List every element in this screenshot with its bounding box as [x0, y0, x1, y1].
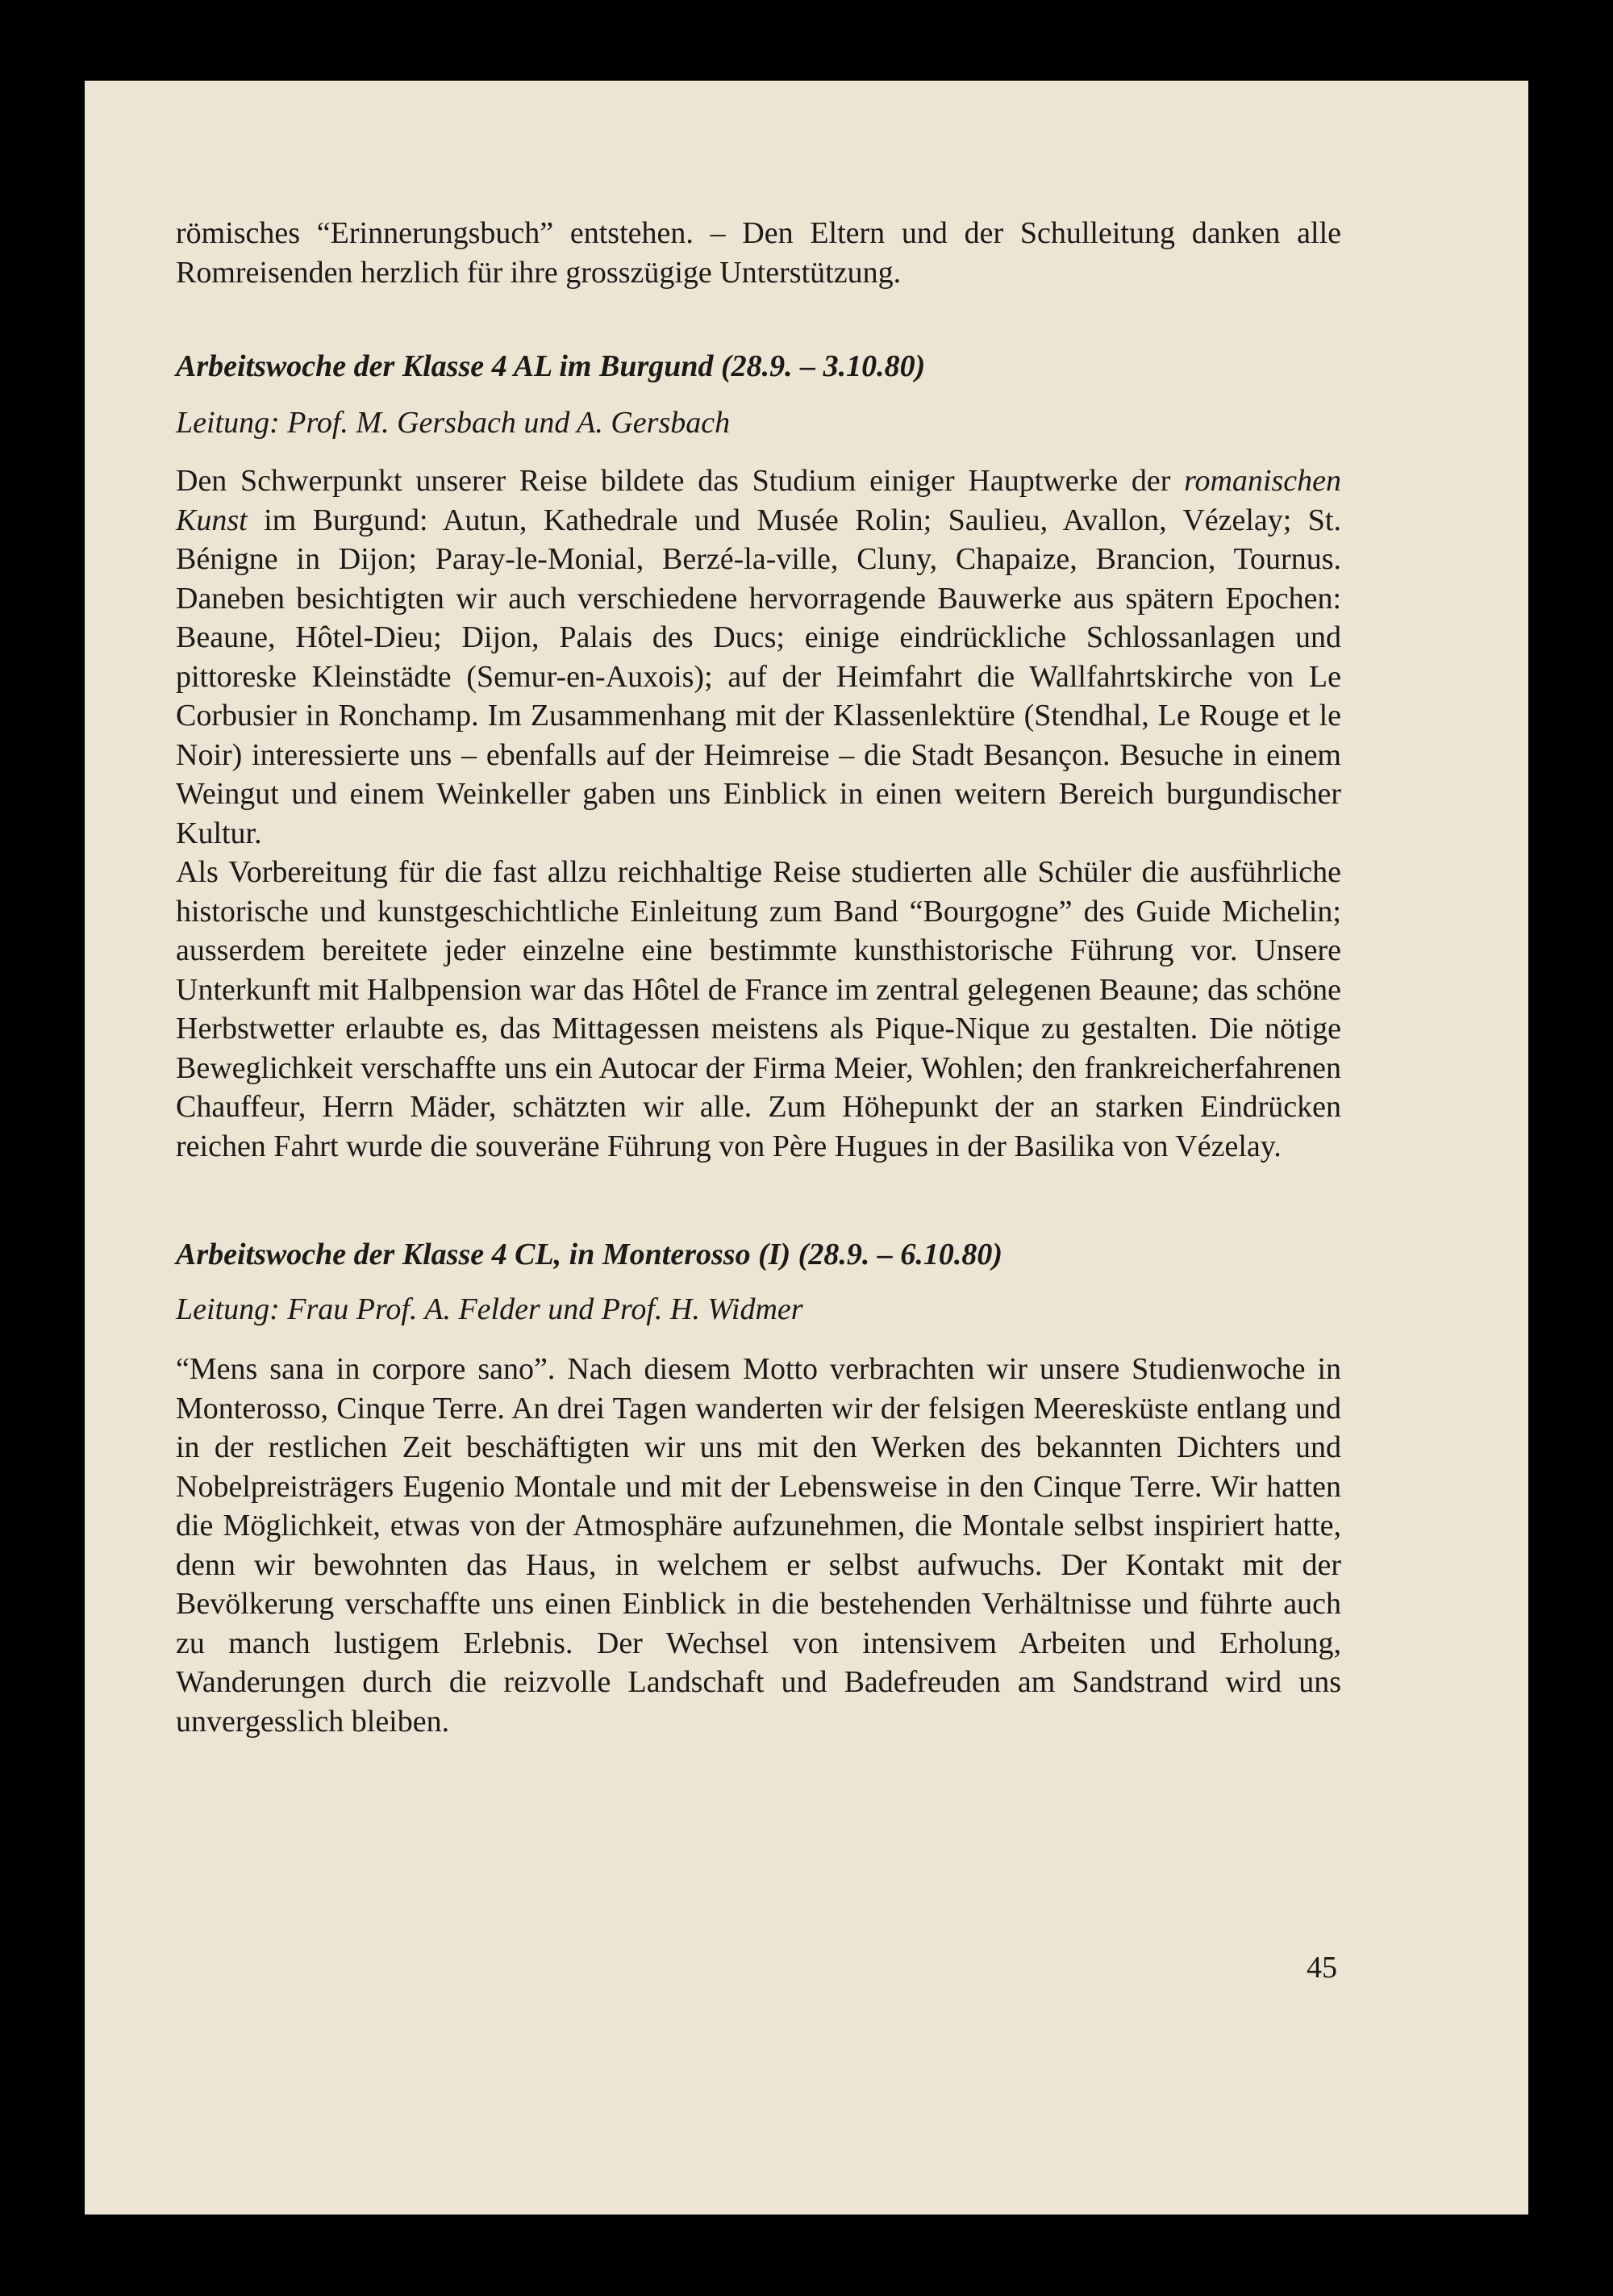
section-1-leitung: Leitung: Prof. M. Gersbach und A. Gersbach — [176, 406, 731, 440]
section-2-paragraph-1: “Mens sana in corpore sano”. Nach diesem Motto verbrachten wir unsere Studienwoche in Monterosso, Cinque Terre. An drei Tagen wanderten wir der felsigen Meeresküste entlang und in der restlichen Zeit beschäftigten wir uns mit den Werken des bekannten Dichters und Nobelpreisträgers Eugenio Montale und mit der Lebensweise in den Cinque Terre. Wir hatten die Möglichkeit, etwas von der Atmosphäre aufzunehmen, die Montale selbst inspiriert hatte, denn wir bewohnten das Haus, in welchem er selbst aufwuchs. Der Kontakt mit der Bevölkerung verschaffte uns einen Einblick in die bestehenden Verhältnisse und führte auch zu manch lustigem Erlebnis. Der Wechsel von intensivem Arbeiten und Erholung, Wanderungen durch die reizvolle Landschaft und Badefreuden am Sandstrand wird uns unvergesslich bleiben. — [176, 1352, 1341, 1739]
section-1-paragraph-2: Als Vorbereitung für die fast allzu reichhaltige Reise studierten alle Schüler die ausführliche historische und kunstgeschichtliche Einleitung zum Band “Bourgogne” des Guide Michelin; ausserdem bereitete jeder einzelne eine bestimmte kunsthistorische Führung vor. Unsere Unterkunft mit Halbpension war das Hôtel de France im zentral gelegenen Beaune; das schöne Herbstwetter erlaubte es, das Mittagessen meistens als Pique-Nique zu gestalten. Die nötige Beweglichkeit verschaffte uns ein Autocar der Firma Meier, Wohlen; den frankreicherfahrenen Chauffeur, Herrn Mäder, schätzten wir alle. Zum Höhepunkt der an starken Eindrücken reichen Fahrt wurde die souveräne Führung von Père Hugues in der Basilika von Vézelay. — [176, 855, 1341, 1163]
section-1-p1-emphasis: romanischen Kunst — [176, 464, 1341, 537]
section-2-title: Arbeitswoche der Klasse 4 CL, in Monterosso (I) (28.9. – 6.10.80) — [176, 1238, 1002, 1271]
section-1-paragraph-1 — [176, 461, 1341, 853]
document-page — [85, 81, 1528, 2215]
page-number: 45 — [1307, 1951, 1337, 1985]
section-1-p1-rest: im Burgund: Autun, Kathedrale und Musée Rolin; Saulieu, Avallon, Vézelay; St. Bénigne in Dijon; Paray-le-Monial, Berzé-la-ville, Cluny, Chapaize, Brancion, Tournus. Daneben besichtigten wir auch verschiedene hervorragende Bauwerke aus spätern Epochen: Beaune, Hôtel-Dieu; Dijon, Palais des Ducs; einige eindrückliche Schlossanlagen und pittoreske Kleinstädte (Semur-en-Auxois); auf der Heimfahrt die Wallfahrtskirche von Le Corbusier in Ronchamp. Im Zusammenhang mit der Klassenlektüre (Stendhal, Le Rouge et le Noir) interessierte uns – ebenfalls auf der Heimreise – die Stadt Besançon. Besuche in einem Weingut und einem Weinkeller gaben uns Einblick in einen weitern Bereich burgundischer Kultur. — [176, 503, 1341, 850]
section-1-title: Arbeitswoche der Klasse 4 AL im Burgund (28.9. – 3.10.80) — [176, 349, 926, 383]
page-content — [176, 214, 1341, 1741]
section-2-leitung: Leitung: Frau Prof. A. Felder und Prof. H. Widmer — [176, 1292, 803, 1326]
section-1-p1-start: Den Schwerpunkt unserer Reise bildete das Studium einiger Hauptwerke der — [176, 464, 1185, 498]
intro-paragraph: römisches “Erinnerungsbuch” entstehen. – Den Eltern und der Schulleitung danken alle Romreisenden herzlich für ihre grosszügige Unterstützung. — [176, 216, 1341, 290]
